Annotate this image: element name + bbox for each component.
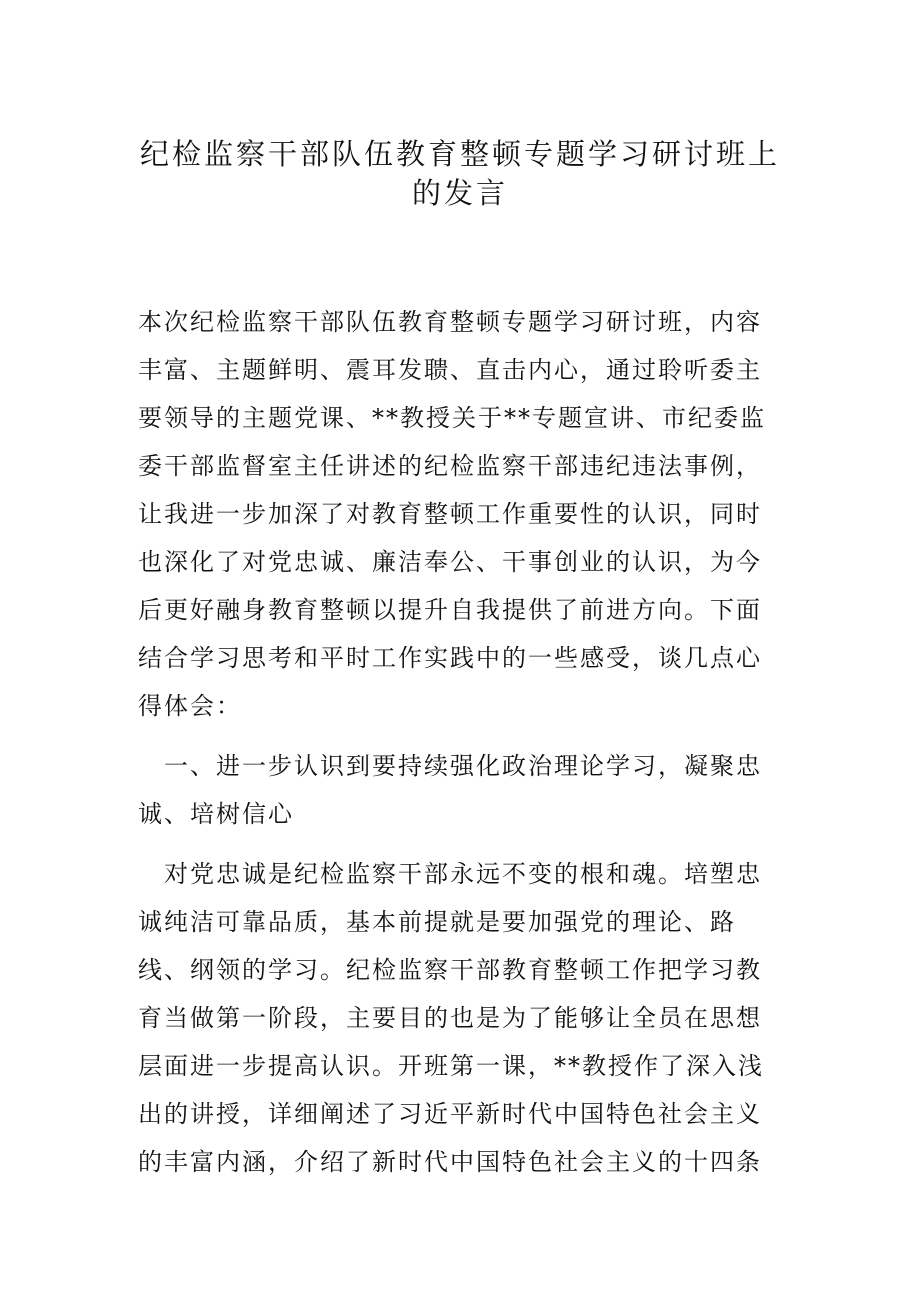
paragraph-2-line-7: 的丰富内涵，介绍了新时代中国特色社会主义的十四条 xyxy=(138,1148,762,1176)
body-line-9: 得体会： xyxy=(138,692,242,720)
body-line-5: 让我进一步加深了对教育整顿工作重要性的认识，同时 xyxy=(138,500,762,528)
section-heading-line-1: 一、进一步认识到要持续强化政治理论学习，凝聚忠 xyxy=(138,752,762,780)
document-title-line-2: 的发言 xyxy=(411,176,508,210)
section-heading-line-2: 诚、培树信心 xyxy=(138,800,294,828)
body-line-7: 后更好融身教育整顿以提升自我提供了前进方向。下面 xyxy=(138,596,762,624)
paragraph-2-line-3: 线、纲领的学习。纪检监察干部教育整顿工作把学习教 xyxy=(138,956,762,984)
paragraph-2-line-6: 出的讲授，详细阐述了习近平新时代中国特色社会主义 xyxy=(138,1100,762,1128)
paragraph-2-line-1: 对党忠诚是纪检监察干部永远不变的根和魂。培塑忠 xyxy=(138,860,762,888)
body-line-3: 要领导的主题党课、**教授关于**专题宣讲、市纪委监 xyxy=(138,404,766,432)
paragraph-2-line-4: 育当做第一阶段，主要目的也是为了能够让全员在思想 xyxy=(138,1004,762,1032)
body-line-8: 结合学习思考和平时工作实践中的一些感受，谈几点心 xyxy=(138,644,762,672)
paragraph-2-line-2: 诚纯洁可靠品质，基本前提就是要加强党的理论、路 xyxy=(138,908,736,936)
body-line-1: 本次纪检监察干部队伍教育整顿专题学习研讨班，内容 xyxy=(138,308,762,336)
body-line-6: 也深化了对党忠诚、廉洁奉公、干事创业的认识，为今 xyxy=(138,548,762,576)
paragraph-2-line-5: 层面进一步提高认识。开班第一课，**教授作了深入浅 xyxy=(138,1052,764,1080)
body-line-2: 丰富、主题鲜明、震耳发聩、直击内心，通过聆听委主 xyxy=(138,356,762,384)
body-line-4: 委干部监督室主任讲述的纪检监察干部违纪违法事例， xyxy=(138,452,762,480)
document-title-line-1: 纪检监察干部队伍教育整顿专题学习研讨班上 xyxy=(139,137,780,171)
